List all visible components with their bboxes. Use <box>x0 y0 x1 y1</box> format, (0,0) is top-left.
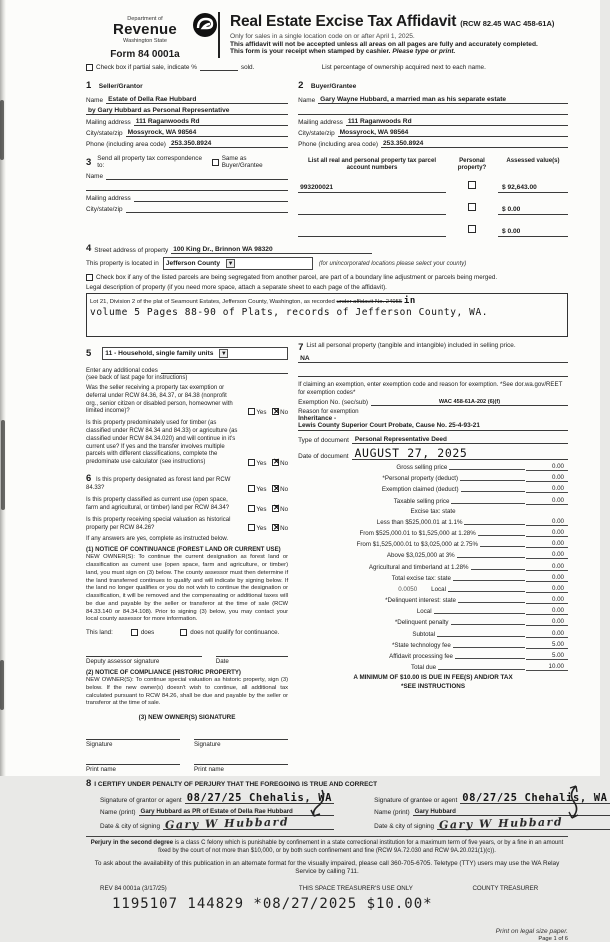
street-address-field[interactable]: 100 King Dr., Brinnon WA 98320 <box>171 246 371 254</box>
tax-row-label: Subtotal <box>412 630 436 638</box>
exemption-no-field[interactable]: WAC 458-61A-202 (6)(f) <box>371 399 568 406</box>
grantor-name-print-field[interactable]: Gary Hubbard as PR of Estate of Della Rae Hubbard <box>139 808 335 816</box>
personal-property-checkbox[interactable] <box>468 181 476 189</box>
tax-row-label: *State technology fee <box>391 641 451 649</box>
grantee-name-print-label: Name (print) <box>374 809 410 817</box>
question-current-use-answer: Yes ✕ No <box>244 505 288 513</box>
seller-phone-label: Phone (including area code) <box>86 141 166 148</box>
seller-name-label: Name <box>86 97 104 104</box>
notice-2-title: (2) NOTICE OF COMPLIANCE (HISTORIC PROPERTY) <box>86 669 241 677</box>
seller-city-field[interactable]: Mossyrock, WA 98564 <box>126 129 288 137</box>
yes-checkbox[interactable] <box>248 485 255 492</box>
correspondence-extra-field[interactable] <box>86 183 288 191</box>
owner-signature-2-field[interactable] <box>194 731 288 740</box>
assessed-value-field[interactable]: $ 92,643.00 <box>498 184 568 193</box>
owner-print-name-1-field[interactable] <box>86 756 180 765</box>
tax-row <box>298 540 568 548</box>
correspondence-heading: Send all property tax correspondence to: <box>97 155 202 169</box>
segregated-checkbox[interactable] <box>86 274 93 281</box>
ownership-percentage-note: List percentage of ownership acquired next to each name. <box>321 64 486 71</box>
question-timber-text: Is this property predominately used for timber (as classified under RCW 84.34 and 84.33) or agriculture (as classified under RCW 84.34.020) and will continue in it's current use? If yes and the transfer involves multiple parcels with different classifications, complete the predominate use calculator (see instructions) <box>86 420 238 466</box>
tax-row-label: *Personal property (deduct) <box>382 475 459 483</box>
same-as-buyer-label: Same as Buyer/Grantee <box>221 155 263 169</box>
no-checkbox[interactable] <box>272 408 279 415</box>
leader-line <box>464 524 525 525</box>
question-forest-text: 6 Is this property designated as forest land per RCW 84.33? <box>86 472 231 492</box>
local-rate-value: 0.0050 <box>398 585 418 593</box>
section-4-number: 4 <box>86 243 92 254</box>
tax-row-label: Total due <box>411 664 437 672</box>
tax-row-value-field[interactable]: 5.00 <box>526 641 568 649</box>
seller-mailing-label: Mailing address <box>86 119 131 126</box>
tax-row-value-field[interactable]: 0.00 <box>526 529 568 537</box>
deputy-date-label: Date <box>215 658 229 666</box>
additional-codes-field[interactable] <box>161 366 288 374</box>
form-title: Real Estate Excise Tax Affidavit <box>230 13 457 30</box>
type-of-document-label: Type of document <box>298 436 349 444</box>
tax-row-value-field[interactable]: 0.00 <box>526 596 568 604</box>
tax-row-value-field[interactable]: 0.00 <box>526 497 568 505</box>
seller-phone-field[interactable]: 253.350.8924 <box>169 140 288 148</box>
parcel-number-field[interactable] <box>298 228 446 237</box>
tax-row-label: Agricultural and timberland at 1.28% <box>368 563 469 571</box>
correspondence-city-label: City/state/zip <box>86 206 123 213</box>
buyer-city-field[interactable]: Mossyrock, WA 98564 <box>338 129 568 137</box>
treasurer-use-only-label: THIS SPACE TREASURER'S USE ONLY <box>298 884 413 892</box>
question-exemption-text: Was the seller receiving a property tax exemption or deferral under RCW 84.36, 84.37, or 84.38 (nonprofit org., senior citizen or disabled person, homeowner with limited income)? <box>86 385 233 415</box>
section-1-number: 1 <box>86 80 92 91</box>
parcel-row <box>298 175 568 193</box>
correspondence-mailing-field[interactable] <box>134 194 288 202</box>
new-owners-signature-title: (3) NEW OWNER(S) SIGNATURE <box>138 714 236 722</box>
form-header <box>86 10 568 60</box>
personal-property-checkbox[interactable] <box>468 203 476 211</box>
no-checkbox[interactable] <box>272 485 279 492</box>
tax-row-value-field[interactable]: 0.00 <box>526 540 568 548</box>
legal-description-printed: Lot 21, Division 2 of the plat of Seamount Estates, Jefferson County, Washington, as recorded under affidavit No. 24955 in <box>90 296 416 306</box>
grantor-name-print-label: Name (print) <box>100 809 136 817</box>
form-title-rcw-ref: (RCW 82.45 WAC 458-61A) <box>460 19 555 28</box>
exemption-instructions: If claiming an exemption, enter exemption code and reason for exemption. *See dor.wa.gov/REET for exemption codes* <box>298 381 563 396</box>
leader-line <box>453 647 525 648</box>
header-divider <box>218 12 220 58</box>
buyer-name-field[interactable]: Gary Wayne Hubbard, a married man as his separate estate <box>318 96 568 104</box>
leader-line <box>480 546 525 547</box>
grantee-handwritten-date-city: 08/27/25 Chehalis, WA <box>462 792 608 805</box>
personal-property-col-header: Personal property? <box>457 157 487 171</box>
perjury-notice: Perjury in the second degree is a class C felony which is punishable by confinement in a state correctional institution for a maximum term of five years, or by a fine in an amount fixed by the court of not more than $10,000, or by both such confinement and fine (RCW 9A.72.030 and RCW 9A.20.021(1)(c)). <box>86 836 568 856</box>
exemption-no-label: Exemption No. (sec/sub) <box>298 398 369 406</box>
tax-row-value-field[interactable]: 0.00 <box>526 485 568 493</box>
tax-row <box>298 630 568 638</box>
date-of-document-label: Date of document <box>298 452 349 460</box>
grantee-signature-field[interactable] <box>460 794 609 804</box>
question-current-use-text: Is this property classified as current use (open space, farm and agricultural, or timber) land per RCW 84.34? <box>86 497 230 511</box>
tax-row <box>298 585 568 593</box>
grantor-signature-label: Signature of grantor or agent <box>100 797 182 805</box>
assessed-value-col-header: Assessed value(s) <box>506 157 560 164</box>
owner-print-name-2-cell <box>194 756 288 773</box>
tax-row-value-field[interactable]: 0.00 <box>526 630 568 638</box>
partial-sale-percent-field[interactable] <box>200 70 238 71</box>
grantor-handwritten-date-city: 08/27/25 Chehalis, WA <box>186 792 333 805</box>
parcel-row <box>298 197 568 215</box>
tax-row <box>298 663 568 671</box>
tax-row <box>298 652 568 660</box>
leader-line <box>449 469 525 470</box>
partial-sale-checkbox[interactable] <box>86 64 93 71</box>
buyer-name-label: Name <box>298 97 316 104</box>
grantee-date-city-label: Date & city of signing <box>374 823 435 831</box>
tax-row <box>298 641 568 649</box>
leader-line <box>453 580 525 581</box>
notice-1-body: NEW OWNER(S): To continue the current designation as forest land or classification as current use (open space, farm and agriculture, or timber) land, you must sign on (3) below. The county assessor must then determine if the land transferred continues to qualify and will indicate by signing below. If the land no longer qualifies or you do not wish to continue the designation or classification, it will be removed and the compensating or additional taxes will be due and payable by the seller or transferor at the time of sale (RCW 84.33.140 or 84.34.108). Prior to signing (3) below, you may contact your local county assessor for more information. <box>86 554 289 623</box>
print-name-label: Print name <box>194 766 224 774</box>
seller-name-field-2[interactable]: by Gary Hubbard as Personal Representative <box>86 107 288 115</box>
personal-property-heading: List all personal property (tangible and intangible) included in selling price. <box>306 342 516 349</box>
assessed-value-field[interactable]: $ 0.00 <box>498 228 568 237</box>
tax-row-label: *Delinquent penalty <box>394 619 449 627</box>
correspondence-name-field[interactable] <box>106 172 288 180</box>
tax-row-value-field[interactable]: 0.00 <box>526 585 568 593</box>
buyer-city-label: City/state/zip <box>298 130 335 137</box>
struck-text: under affidavit No. 24955 <box>336 299 403 305</box>
section-8-certification <box>86 778 608 832</box>
deputy-assessor-signature-field[interactable] <box>86 648 202 657</box>
buyer-name-field-2[interactable] <box>298 107 568 115</box>
leader-line <box>458 602 525 603</box>
dept-of-label: Department of <box>127 16 163 22</box>
correspondence-city-field[interactable] <box>126 205 288 213</box>
does-not-label: does not qualify for continuance. <box>190 629 280 637</box>
section-4-property <box>86 243 568 337</box>
tax-row-label: Local <box>431 585 446 593</box>
land-use-dropdown[interactable] <box>102 347 288 360</box>
owner-print-name-2-field[interactable] <box>194 756 288 765</box>
buyer-mailing-label: Mailing address <box>298 119 343 126</box>
buyer-phone-label: Phone (including area code) <box>298 141 379 148</box>
alternate-format-notice: To ask about the availability of this publication in an alternate format for the visually impaired, please call 360-705-6705. Teletype (TTY) users may use the WA Relay Service by calling 711. <box>94 860 560 876</box>
grantor-signature-block <box>86 789 334 830</box>
buyer-mailing-field[interactable]: 111 Raganwoods Rd <box>346 118 568 126</box>
leader-line <box>434 613 525 614</box>
street-address-label: Street address of property <box>94 247 169 254</box>
leader-line <box>448 591 525 592</box>
personal-property-checkbox[interactable] <box>468 225 476 233</box>
additional-codes-label: Enter any additional codes <box>86 367 158 374</box>
question-historic-answer: Yes ✕ No <box>244 524 288 532</box>
leader-line <box>478 535 525 536</box>
personal-property-blank-field[interactable] <box>298 368 568 377</box>
tax-section-header: Excise tax: state <box>410 507 456 515</box>
leader-line <box>461 491 525 492</box>
signature-label: Signature <box>194 741 221 749</box>
segregated-label: Check box if any of the listed parcels are being segregated from another parcel, are part of a boundary line adjustment or parcels being merged. <box>96 274 498 281</box>
grantee-signature-label: Signature of grantee or agent <box>374 797 458 805</box>
section-7-number: 7 <box>298 342 304 353</box>
tax-row-label: From $1,525,000.01 to $3,025,000 at 2.75% <box>356 541 478 549</box>
yes-checkbox[interactable] <box>248 505 255 512</box>
grantee-name-print-field[interactable]: Gary Hubbard <box>413 808 610 816</box>
question-forest-answer: Yes ✕ No <box>244 485 288 493</box>
correspondence-mailing-label: Mailing address <box>86 195 131 202</box>
correspondence-name-label: Name <box>86 173 104 180</box>
section-3-correspondence <box>86 155 298 237</box>
parcel-row <box>298 219 568 237</box>
additional-codes-note: (see back of last page for instructions) <box>86 375 188 381</box>
tax-row-label: Exemption claimed (deduct) <box>381 486 459 494</box>
owner-signature-2-cell <box>194 731 288 748</box>
tax-row-value-field[interactable]: 0.00 <box>526 463 568 471</box>
tax-row-value-field[interactable]: 0.00 <box>526 607 568 615</box>
section-3-number: 3 <box>86 156 92 168</box>
tax-row <box>298 518 568 526</box>
leader-line <box>438 669 525 670</box>
subtitle-receipt-note: This form is your receipt when stamped by cashier. Please type or print. <box>230 48 456 55</box>
deputy-date-cell <box>216 648 288 665</box>
grantor-cursive-signature: Gary W Hubbard <box>164 815 290 832</box>
tax-row-label: Local <box>416 608 432 616</box>
tax-row <box>298 574 568 582</box>
tax-row <box>298 607 568 615</box>
tax-row-label: From $525,000.01 to $1,525,000 at 1.28% <box>359 529 476 537</box>
legal-description-label: Legal description of property (if you need more space, attach a separate sheet to each page of the affidavit). <box>86 284 387 291</box>
tax-row-label: Total excise tax: state <box>391 574 451 582</box>
leader-line <box>460 480 525 481</box>
yes-checkbox[interactable] <box>248 408 255 415</box>
county-note: (for unincorporated locations please select your county) <box>318 260 467 267</box>
scan-artifact <box>0 660 4 710</box>
seller-mailing-field[interactable]: 111 Raganwoods Rd <box>134 118 288 126</box>
seller-name-field[interactable]: Estate of Della Rae Hubbard <box>106 96 288 104</box>
tax-row-value-field[interactable]: 0.00 <box>526 574 568 582</box>
section-8-number: 8 <box>86 778 92 790</box>
tax-row-value-field[interactable]: 10.00 <box>526 663 568 671</box>
subtitle-accepted-note: This affidavit will not be accepted unless all areas on all pages are fully and accurately completed. <box>230 41 538 48</box>
question-historic-text: Is this property receiving special valuation as historical property per RCW 84.26? <box>86 516 231 531</box>
yes-checkbox[interactable] <box>248 524 255 531</box>
county-treasurer-label: COUNTY TREASURER <box>472 884 539 892</box>
leader-line <box>471 569 525 570</box>
rev-form-id: REV 84 0001a (3/17/25) <box>100 884 167 892</box>
tax-row-label: Taxable selling price <box>393 497 450 505</box>
type-of-document-field[interactable]: Personal Representative Deed <box>352 436 568 444</box>
notice-2-body: NEW OWNER(S): To continue special valuation as historic property, sign (3) below. If the new owner(s) doesn't wish to continue, all additional tax calculated pursuant to RCW 84.26, shall be due and payable by the seller or transferor at the time of sale. <box>86 677 289 707</box>
print-legal-size-note: Print on legal size paper. <box>495 927 568 935</box>
tax-row-value-field[interactable]: 0.00 <box>526 563 568 571</box>
does-checkbox[interactable] <box>131 629 138 636</box>
partial-sale-label: Check box if partial sale, indicate % <box>96 64 197 71</box>
section-7-tax-column <box>298 342 568 773</box>
question-exemption-answer: Yes ✕ No <box>244 408 288 416</box>
tax-row-value-field[interactable]: 0.00 <box>526 518 568 526</box>
owner-signature-1-cell <box>86 731 180 748</box>
form-number: Form 84 0001a <box>110 49 180 60</box>
signature-label: Signature <box>86 741 113 749</box>
certify-statement: I CERTIFY UNDER PENALTY OF PERJURY THAT THE FOREGOING IS TRUE AND CORRECT <box>94 781 378 789</box>
does-label: does <box>140 629 155 637</box>
grantee-cursive-signature: Gary W Hubbard <box>438 815 564 832</box>
same-as-buyer-checkbox[interactable] <box>212 159 219 166</box>
section-2-buyer <box>298 75 568 148</box>
no-checkbox[interactable] <box>272 459 279 466</box>
tax-row-value-field[interactable]: 5.00 <box>526 652 568 660</box>
personal-property-value-field[interactable]: NA <box>298 355 568 363</box>
deputy-assessor-label: Deputy assessor signature <box>86 658 160 666</box>
chevron-down-icon[interactable]: ▼ <box>227 261 234 267</box>
tax-row <box>298 596 568 604</box>
reason-for-exemption-label: Reason for exemption <box>298 407 359 415</box>
leader-line <box>457 557 525 558</box>
parcel-col-header: List all real and personal property tax parcel account numbers <box>308 157 437 171</box>
owner-print-name-1-cell <box>86 756 180 773</box>
tax-row-value-field[interactable]: 0.00 <box>526 474 568 482</box>
reason-value-1: Inheritance - <box>298 414 337 422</box>
scan-artifact <box>1 420 5 510</box>
does-not-checkbox[interactable] <box>180 629 187 636</box>
grantor-date-city-label: Date & city of signing <box>100 823 161 831</box>
this-land-label: This land: <box>86 629 113 637</box>
reason-value-2: Lewis County Superior Court Probate, Cause No. 25-4-93-21 <box>298 422 568 431</box>
tax-row <box>298 618 568 626</box>
question-timber-answer: Yes ✕ No <box>244 459 288 467</box>
section-6-number: 6 <box>86 472 92 484</box>
subtitle-sales-note: Only for sales in a single location code on or after April 1, 2025. <box>230 33 415 40</box>
tax-row <box>298 463 568 471</box>
excise-tax-table <box>298 463 568 671</box>
notice-1-title: (1) NOTICE OF CONTINUANCE (FOREST LAND OR CURRENT USE) <box>86 546 281 554</box>
leader-line <box>451 624 525 625</box>
tax-row <box>298 485 568 493</box>
buyer-phone-field[interactable]: 253.350.8924 <box>381 140 568 148</box>
land-qualify-row <box>86 629 288 636</box>
minimum-due-note: A MINIMUM OF $10.00 IS DUE IN FEE(S) AND/OR TAX <box>353 674 513 682</box>
county-dropdown[interactable] <box>163 257 313 270</box>
parcel-number-field[interactable]: 993200021 <box>298 184 446 193</box>
parcel-table <box>298 155 568 237</box>
parcel-number-field[interactable] <box>298 206 446 215</box>
washington-state-label: Washington State <box>123 38 167 44</box>
tax-row <box>298 529 568 537</box>
owner-signature-1-field[interactable] <box>86 731 180 740</box>
agency-block <box>86 10 204 60</box>
section-5-6-column <box>86 342 298 773</box>
deputy-date-field[interactable] <box>216 648 288 657</box>
chevron-down-icon[interactable]: ▼ <box>220 351 227 357</box>
handwritten-in: in <box>403 296 416 306</box>
tax-row-label: *Delinquent interest: state <box>385 597 456 605</box>
section-1-seller <box>86 75 298 148</box>
handwritten-arrow-icon <box>564 784 582 822</box>
section-5-number: 5 <box>86 348 92 359</box>
land-use-dropdown-value: 11 - Household, single family units <box>105 350 214 357</box>
section-2-number: 2 <box>298 80 304 91</box>
seller-city-label: City/state/zip <box>86 130 123 137</box>
seller-heading: Seller/Grantor <box>98 83 143 90</box>
see-instructions-note: *SEE INSTRUCTIONS <box>401 682 466 690</box>
leader-line <box>455 658 525 659</box>
print-name-label: Print name <box>86 766 116 774</box>
dor-swirl-logo-icon <box>192 12 218 43</box>
no-checkbox[interactable] <box>272 524 279 531</box>
tax-row-label: Affidavit processing fee <box>389 653 453 661</box>
tax-row-value-field[interactable]: 0.00 <box>526 551 568 559</box>
legal-description-handwritten: volume 5 Pages 88-90 of Plats, records of Jefferson County, WA. <box>90 307 489 318</box>
tax-row <box>298 474 568 482</box>
tax-row-label: Less than $525,000.01 at 1.1% <box>376 518 463 526</box>
scan-artifact <box>0 100 4 160</box>
deputy-assessor-cell <box>86 648 202 665</box>
legal-description-box[interactable] <box>86 293 568 337</box>
page-number: Page 1 of 6 <box>538 935 568 942</box>
located-in-label: This property is located in <box>86 260 159 267</box>
tax-row-label: Gross selling price <box>396 464 448 472</box>
tax-row <box>298 551 568 559</box>
buyer-heading: Buyer/Grantee <box>310 83 357 90</box>
tax-row <box>298 563 568 571</box>
if-yes-note: If any answers are yes, complete as instructed below. <box>86 536 229 543</box>
no-checkbox[interactable] <box>272 505 279 512</box>
tax-row-value-field[interactable]: 0.00 <box>526 618 568 626</box>
partial-sale-suffix: sold. <box>240 64 255 71</box>
assessed-value-field[interactable]: $ 0.00 <box>498 206 568 215</box>
revenue-wordmark: Revenue <box>113 21 177 38</box>
handwritten-arrow-icon <box>308 788 328 822</box>
county-dropdown-value: Jefferson County <box>165 260 221 267</box>
yes-checkbox[interactable] <box>248 459 255 466</box>
date-of-document-field[interactable]: AUGUST 27, 2025 <box>352 448 568 460</box>
leader-line <box>451 503 525 504</box>
treasurer-stamp: 1195107 144829 *08/27/2025 $10.00* <box>112 895 433 912</box>
tax-row <box>298 497 568 505</box>
tax-row-label: Above $3,025,000 at 3% <box>386 552 455 560</box>
grantee-date-city-field[interactable] <box>437 815 609 832</box>
leader-line <box>437 636 525 637</box>
